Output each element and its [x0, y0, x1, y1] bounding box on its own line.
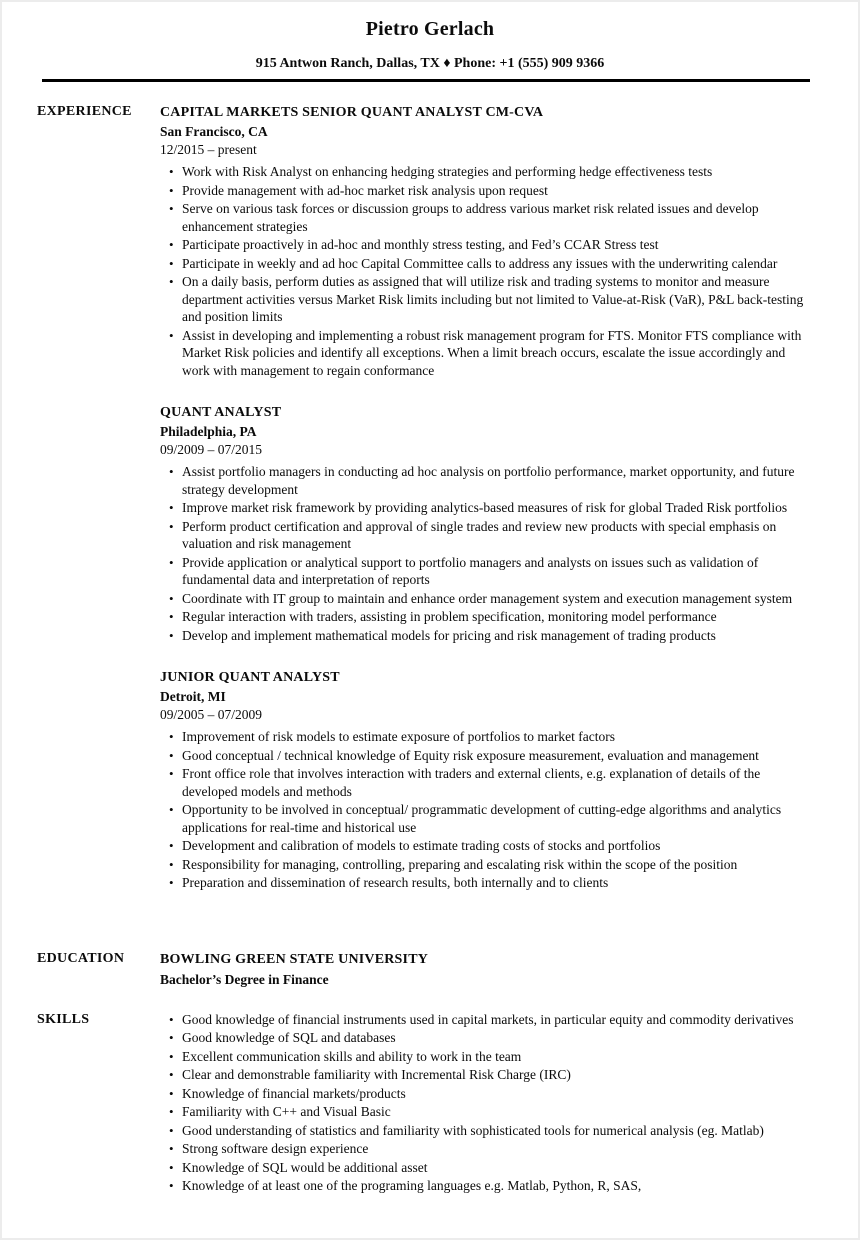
job-entry — [160, 403, 808, 644]
job-location: San Francisco, CA — [160, 124, 268, 139]
bullet-item: • Responsibility for managing, controlling, preparing and escalating risk within the scope of the position — [160, 856, 808, 874]
bullet-item: • Assist in developing and implementing a robust risk management program for FTS. Monitor FTS compliance with Market Risk policies and identify all exceptions. When a limit breach occurs, escalate the issue accordingly and work with management to regain conformance — [160, 327, 808, 380]
bullet-item: • On a daily basis, perform duties as assigned that will utilize risk and trading systems to monitor and measure department activities versus Market Risk limits including but not limited to Value-at-Risk (VaR), P&L back-testing and position limits — [160, 273, 808, 326]
job-bullet-list — [160, 163, 808, 379]
skill-item: • Excellent communication skills and ability to work in the team — [160, 1048, 808, 1066]
job-entry — [160, 668, 808, 892]
bullet-item: • Improvement of risk models to estimate exposure of portfolios to market factors — [160, 728, 808, 746]
education-school: BOWLING GREEN STATE UNIVERSITY — [160, 951, 429, 967]
section-education — [2, 950, 858, 989]
education-degree: Bachelor’s Degree in Finance — [160, 971, 329, 987]
bullet-item: • Participate in weekly and ad hoc Capital Committee calls to address any issues with the underwriting calendar — [160, 255, 808, 273]
job-location: Philadelphia, PA — [160, 424, 257, 439]
bullet-item: • Work with Risk Analyst on enhancing hedging strategies and performing hedge effectiveness tests — [160, 163, 808, 181]
experience-jobs — [160, 103, 808, 916]
bullet-item: • Regular interaction with traders, assisting in problem specification, monitoring model performance — [160, 608, 808, 626]
header-rule — [42, 79, 810, 82]
section-label-skills: SKILLS — [37, 1011, 90, 1027]
bullet-item: • Good conceptual / technical knowledge of Equity risk exposure measurement, evaluation and management — [160, 747, 808, 765]
job-dates: 09/2005 – 07/2009 — [160, 707, 263, 722]
bullet-item: • Front office role that involves interaction with traders and external clients, e.g. explanation of details of the developed models and methods — [160, 765, 808, 800]
skill-item: • Clear and demonstrable familiarity with Incremental Risk Charge (IRC) — [160, 1066, 808, 1084]
section-skills — [2, 1011, 858, 1196]
job-bullet-list — [160, 728, 808, 892]
job-title: CAPITAL MARKETS SENIOR QUANT ANALYST CM-CVA — [160, 105, 544, 120]
bullet-item: • Provide application or analytical support to portfolio managers and analysts on issues such as validation of fundamental data and interpretation of reports — [160, 554, 808, 589]
job-dates: 09/2009 – 07/2015 — [160, 442, 263, 457]
job-title: QUANT ANALYST — [160, 405, 282, 420]
skill-item: • Good knowledge of financial instruments used in capital markets, in particular equity and commodity derivatives — [160, 1011, 808, 1029]
bullet-item: • Serve on various task forces or discussion groups to address various market risk related issues and develop enhancement strategies — [160, 200, 808, 235]
candidate-name: Pietro Gerlach — [365, 18, 495, 40]
bullet-item: • Opportunity to be involved in conceptual/ programmatic development of cutting-edge algorithms and analytics applications for real-time and historical use — [160, 801, 808, 836]
skills-list — [160, 1011, 808, 1195]
skill-item: • Knowledge of SQL would be additional asset — [160, 1159, 808, 1177]
section-experience — [2, 103, 858, 916]
skills-list-container — [160, 1011, 808, 1196]
skill-item: • Strong software design experience — [160, 1140, 808, 1158]
job-entry — [160, 103, 808, 379]
job-title: JUNIOR QUANT ANALYST — [160, 670, 340, 685]
skill-item: • Knowledge of financial markets/products — [160, 1085, 808, 1103]
job-location: Detroit, MI — [160, 689, 226, 704]
resume-page — [2, 2, 858, 1238]
education-entry — [160, 950, 808, 989]
job-dates: 12/2015 – present — [160, 142, 257, 157]
resume-body — [2, 103, 858, 1196]
bullet-item: • Participate proactively in ad-hoc and monthly stress testing, and Fed’s CCAR Stress test — [160, 236, 808, 254]
skill-item: • Familiarity with C++ and Visual Basic — [160, 1103, 808, 1121]
section-label-education: EDUCATION — [37, 950, 125, 966]
skill-item: • Good knowledge of SQL and databases — [160, 1029, 808, 1047]
bullet-item: • Develop and implement mathematical models for pricing and risk management of trading products — [160, 627, 808, 645]
bullet-item: • Coordinate with IT group to maintain and enhance order management system and execution management system — [160, 590, 808, 608]
section-label-experience: EXPERIENCE — [37, 104, 132, 119]
bullet-item: • Development and calibration of models to estimate trading costs of stocks and portfolios — [160, 837, 808, 855]
bullet-item: • Assist portfolio managers in conducting ad hoc analysis on portfolio performance, market opportunity, and future strategy development — [160, 463, 808, 498]
resume-header — [2, 18, 858, 82]
bullet-item: • Provide management with ad-hoc market risk analysis upon request — [160, 182, 808, 200]
bullet-item: • Improve market risk framework by providing analytics-based measures of risk for global Traded Risk portfolios — [160, 499, 808, 517]
bullet-item: • Preparation and dissemination of research results, both internally and to clients — [160, 874, 808, 892]
skill-item: • Good understanding of statistics and familiarity with sophisticated tools for numerical analysis (eg. Matlab) — [160, 1122, 808, 1140]
contact-line: 915 Antwon Ranch, Dallas, TX ♦ Phone: +1 (555) 909 9366 — [255, 56, 605, 71]
skill-item: • Knowledge of at least one of the programing languages e.g. Matlab, Python, R, SAS, — [160, 1177, 808, 1195]
job-bullet-list — [160, 463, 808, 644]
bullet-item: • Perform product certification and approval of single trades and review new products with special emphasis on valuation and risk management — [160, 518, 808, 553]
